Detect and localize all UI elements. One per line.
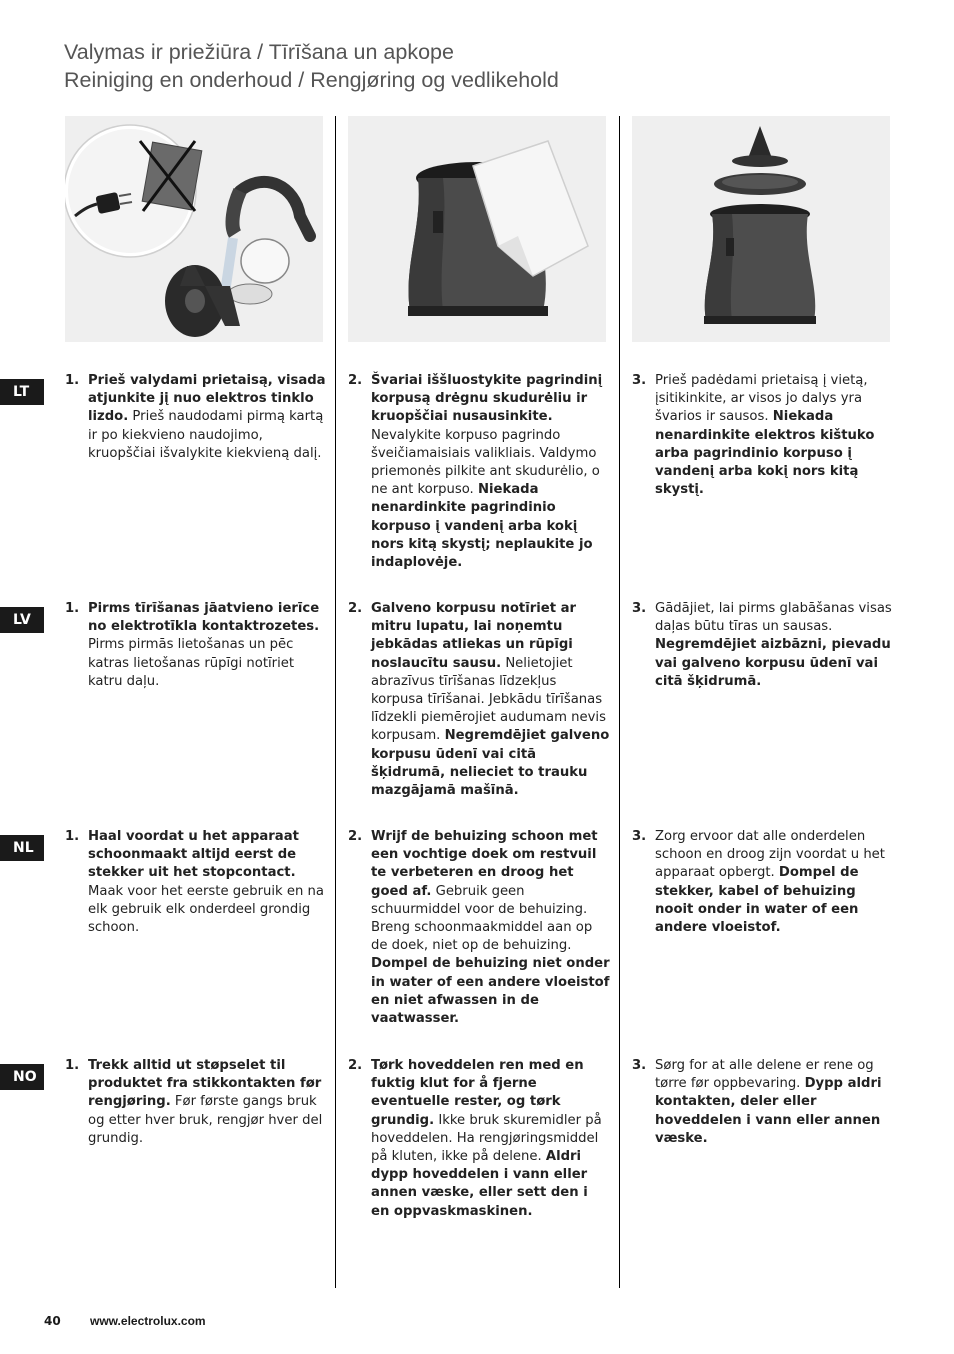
step-number: 1.: [65, 373, 80, 388]
step-bold-text: Švariai iššluostykite pagrindinį korpusą drėgnu skudurėliu ir kruopščiai nusausinkite.: [371, 373, 603, 425]
nl-step-3: [632, 828, 894, 937]
step-text: Gādājiet, lai pirms glabāšanas visas daļas būtu tīras un sausas.: [655, 601, 892, 635]
step-bold-text: Trekk alltid ut støpselet til produktet fra stikkontakten før rengjøring.: [88, 1058, 322, 1110]
column-divider-1: [335, 116, 336, 1288]
lt-step-1: [65, 372, 327, 463]
column-divider-2: [619, 116, 620, 1288]
lv-step-3: [632, 600, 894, 691]
step-text: Zorg ervoor dat alle onderdelen schoon en droog zijn voordat u het apparaat opbergt.: [655, 829, 885, 881]
nl-step-2: [348, 828, 610, 1028]
step-text: Før første gangs bruk og etter hver bruk, rengjør hver del grundig.: [88, 1094, 323, 1146]
step-number: 2.: [348, 829, 363, 844]
step-warning-text: Dypp aldri kontakten, deler eller hoveddelen i vann eller annen væske.: [655, 1076, 882, 1146]
step-warning-text: Negremdējiet galveno korpusu ūdenī vai citā šķidrumā, nelieciet to trauku mazgājamā mašīnā.: [371, 728, 610, 799]
step-bold-text: Pirms tīrīšanas jāatvieno ierīce no elektrotīkla kontaktrozetes.: [88, 601, 320, 635]
step-bold-text: Prieš valydami prietaisą, visada atjunkite jį nuo elektros tinklo lizdo.: [88, 373, 326, 425]
step-number: 3.: [632, 373, 647, 388]
step-text: Nevalykite korpuso pagrindo šveičiamaisiais valikliais. Valdymo priemonės pilkite ant skudurėlio, o ne ant korpuso.: [371, 427, 600, 498]
lang-badge-lt: LT: [0, 379, 44, 405]
lt-step-2: [348, 372, 610, 572]
step-text: Pirms pirmās lietošanas un pēc katras lietošanas rūpīgi notīriet katru daļu.: [88, 637, 295, 689]
lv-step-2: [348, 600, 610, 800]
step-number: 1.: [65, 1058, 80, 1073]
page-number: 40: [44, 1314, 61, 1328]
step-warning-text: Niekada nenardinkite pagrindinio korpuso į vandenį arba kokį nors kitą skystį; neplaukite jo indaplovėje.: [371, 482, 593, 571]
step-warning-text: Aldri dypp hoveddelen i vann eller annen væske, eller sett den i en oppvaskmaskinen.: [371, 1149, 588, 1219]
step-text: Ikke bruk skuremidler på hoveddelen. Ha rengjøringsmiddel på kluten, ikke på delene.: [371, 1112, 602, 1165]
lv-step-1: [65, 600, 327, 691]
step-number: 2.: [348, 373, 363, 388]
page-header: [64, 38, 559, 94]
step-number: 3.: [632, 1058, 647, 1073]
step-text: Prieš naudodami pirmą kartą ir po kiekvieno naudojimo, kruopščiai išvalykite kiekvieną dalį.: [88, 409, 324, 461]
step-bold-text: Tørk hoveddelen ren med en fuktig klut for å fjerne eventuelle rester, og tørk grundig.: [371, 1058, 584, 1128]
page-title-line-1: Valymas ir priežiūra / Tīrīšana un apkope: [64, 40, 454, 64]
lt-step-3: [632, 372, 894, 499]
step-bold-text: Wrijf de behuizing schoon met een vochtige doek om restvuil te verbeteren en droog het goed af.: [371, 829, 598, 899]
no-step-2: [348, 1057, 610, 1221]
step-text: Maak voor het eerste gebruik en na elk gebruik elk onderdeel grondig schoon.: [88, 883, 324, 936]
step-number: 2.: [348, 1058, 363, 1073]
step-warning-text: Dompel de stekker, kabel of behuizing nooit onder in water of een andere vloeistof.: [655, 865, 859, 936]
step-warning-text: Negremdējiet aizbāzni, pievadu vai galveno korpusu ūdenī vai citā šķidrumā.: [655, 637, 891, 689]
lang-badge-no: NO: [0, 1064, 44, 1090]
step-bold-text: Galveno korpusu notīriet ar mitru lupatu, lai noņemtu jebkādas atliekas un rūpīgi noslaucītu sausu.: [371, 601, 576, 671]
page-title-line-2: Reiniging en onderhoud / Rengjøring og vedlikehold: [64, 68, 559, 92]
step-text: Sørg for at alle delene er rene og tørre før oppbevaring.: [655, 1058, 874, 1092]
lang-badge-lv: LV: [0, 607, 44, 633]
step-number: 2.: [348, 601, 363, 616]
illustration-unplug-rinse: [65, 116, 323, 342]
step-warning-text: Dompel de behuizing niet onder in water of een andere vloeistof en niet afwassen in de vaatwasser.: [371, 956, 610, 1027]
website-link[interactable]: www.electrolux.com: [90, 1314, 206, 1328]
step-number: 3.: [632, 829, 647, 844]
step-text: Prieš padėdami prietaisą į vietą, įsitikinkite, ar visos jo dalys yra švarios ir sausos.: [655, 373, 868, 425]
step-number: 3.: [632, 601, 647, 616]
illustration-storage-parts: [632, 116, 890, 342]
step-warning-text: Niekada nenardinkite elektros kištuko arba pagrindinio korpuso į vandenį arba kokį nors kitą skystį.: [655, 409, 875, 498]
step-number: 1.: [65, 829, 80, 844]
illustration-wipe-body: [348, 116, 606, 342]
step-text: Nelietojiet abrazīvus tīrīšanas līdzekļus korpusa tīrīšanai. Jebkādu tīrīšanas līdzekli piemērojiet audumam nevis korpusam.: [371, 655, 606, 744]
lang-badge-nl: NL: [0, 835, 44, 861]
no-step-1: [65, 1057, 327, 1148]
step-text: Gebruik geen schuurmiddel voor de behuizing. Breng schoonmaakmiddel aan op de doek, niet op de behuizing.: [371, 883, 593, 954]
step-bold-text: Haal voordat u het apparaat schoonmaakt altijd eerst de stekker uit het stopcontact.: [88, 829, 299, 881]
no-step-3: [632, 1057, 894, 1148]
step-number: 1.: [65, 601, 80, 616]
nl-step-1: [65, 828, 327, 937]
